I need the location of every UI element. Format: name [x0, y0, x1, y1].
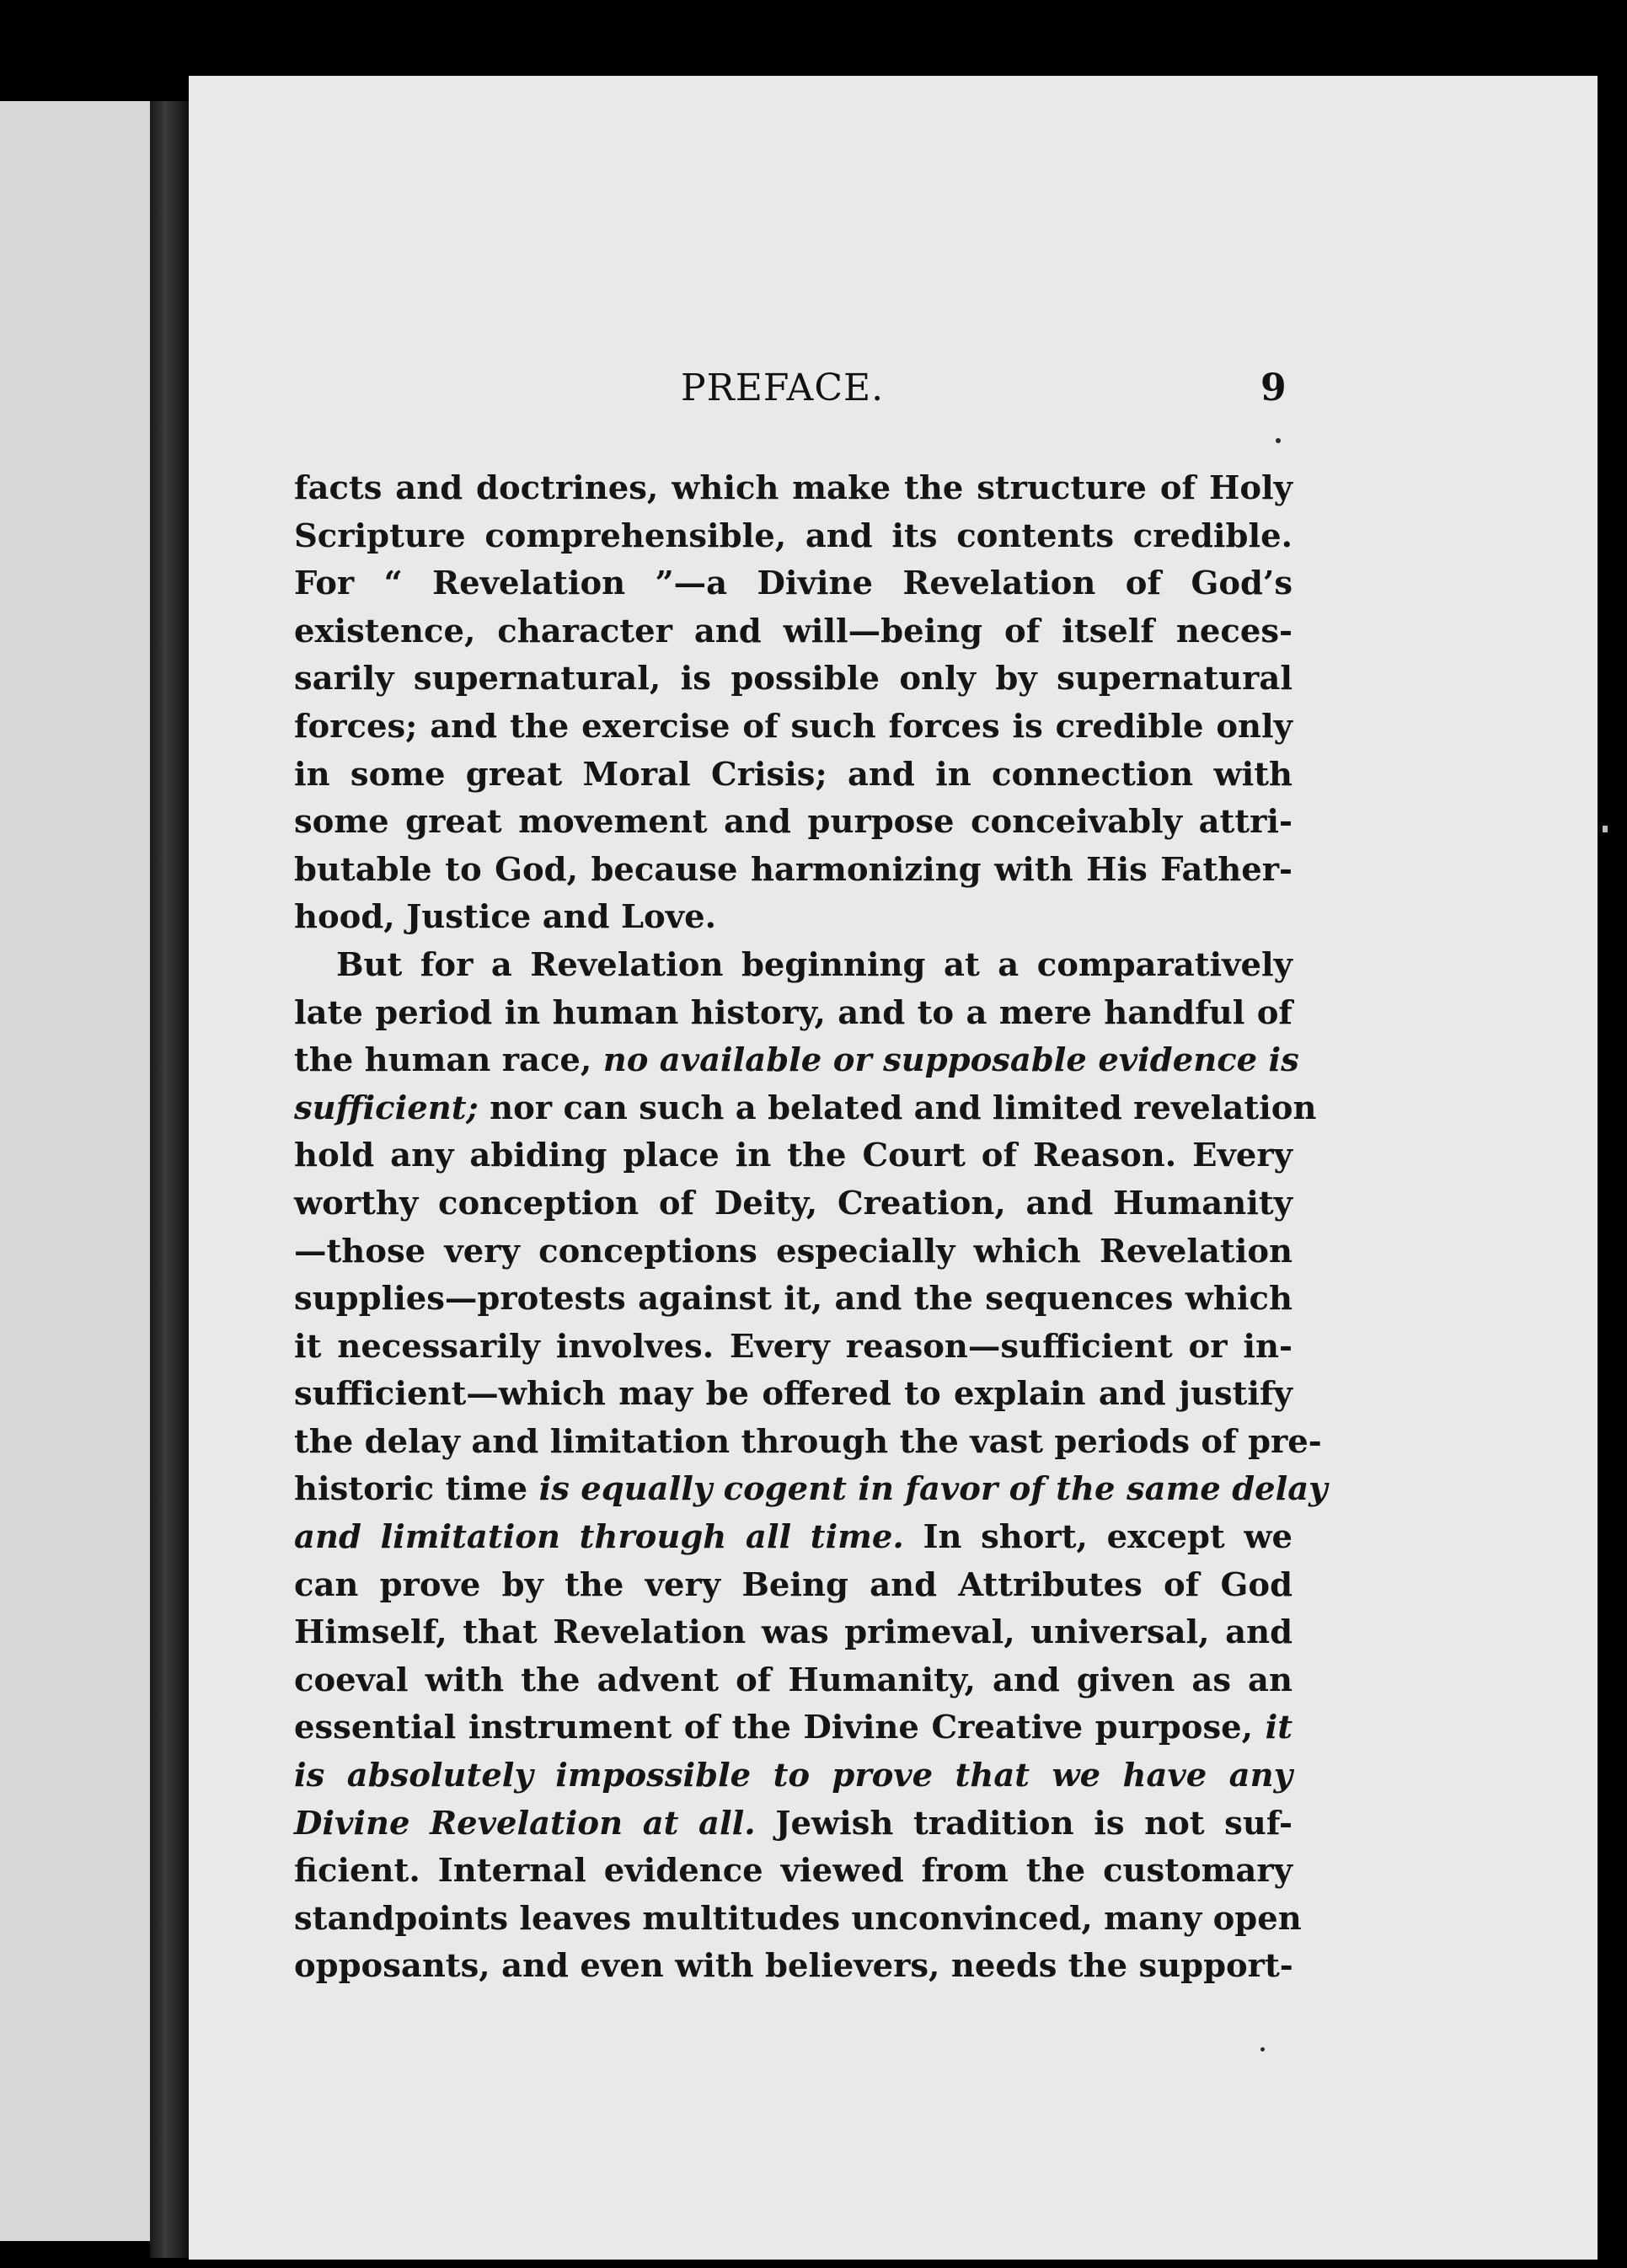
running-head: PREFACE. [681, 366, 885, 409]
text-line [294, 1228, 1293, 1276]
text-line [294, 847, 1293, 895]
text-line [294, 1132, 1293, 1180]
paragraph [294, 465, 1293, 942]
text-run: essential instrument of the Divine Creative purpose, [294, 1709, 1266, 1747]
text-run: But for a Revelation beginning at a comparatively [336, 945, 1293, 984]
text-run: supplies—protests against it, and the sequences which [294, 1280, 1293, 1319]
text-line [294, 1276, 1293, 1324]
text-run: butable to God, because harmonizing with His Father- [294, 850, 1293, 889]
text-line [294, 513, 1293, 561]
text-run: historic time [294, 1470, 539, 1509]
text-line [294, 1419, 1322, 1467]
text-line [294, 560, 1293, 608]
text-line [294, 752, 1293, 800]
text-run: coeval with the advent of Humanity, and given as an [294, 1661, 1293, 1699]
text-run: nor can such a belated and limited revelation [478, 1089, 1317, 1127]
text-line [294, 1085, 1317, 1133]
text-line [294, 465, 1293, 513]
text-line [294, 1466, 1328, 1514]
print-speck [1260, 2047, 1265, 2051]
text-run: hold any abiding place in the Court of Reason. Every [294, 1137, 1293, 1175]
text-line [294, 894, 1293, 942]
italic-text-run: it [1265, 1709, 1293, 1747]
text-line [294, 1324, 1293, 1372]
text-line [294, 990, 1293, 1038]
text-run: can prove by the very Being and Attributes of God [294, 1565, 1293, 1604]
text-run: existence, character and will—being of itself neces- [294, 612, 1293, 650]
text-run: opposants, and even with believers, needs the support- [294, 1947, 1293, 1986]
text-run: —those very conceptions especially which Revelation [294, 1232, 1293, 1270]
text-line [294, 1371, 1293, 1419]
text-line [294, 1180, 1293, 1228]
body-text [294, 465, 1328, 1991]
page-number: 9 [1260, 366, 1287, 409]
book-page [189, 76, 1598, 2260]
text-line [294, 1704, 1293, 1752]
edge-mark [1603, 826, 1608, 832]
text-line [294, 1752, 1293, 1800]
text-line [294, 1562, 1293, 1610]
text-line [294, 799, 1293, 847]
text-line [294, 1514, 1293, 1562]
text-line [294, 1037, 1299, 1085]
text-line [294, 608, 1293, 656]
text-line [294, 1609, 1293, 1657]
text-run: in some great Moral Crisis; and in connection with [294, 755, 1293, 794]
text-line [294, 942, 1293, 990]
italic-text-run: sufficient; [294, 1089, 479, 1127]
text-line [294, 1657, 1293, 1705]
paragraph [294, 942, 1328, 1991]
page-header [189, 366, 1598, 425]
text-run: standpoints leaves multitudes unconvinced, many open [294, 1899, 1302, 1938]
text-line [294, 1896, 1302, 1944]
text-run: forces; and the exercise of such forces is credible only [294, 707, 1293, 746]
text-run: some great movement and purpose conceivably attri- [294, 803, 1293, 842]
print-speck [1276, 438, 1281, 443]
text-line [294, 1848, 1293, 1896]
text-line [294, 1800, 1293, 1848]
italic-text-run: no available or supposable evidence is [602, 1041, 1299, 1080]
text-line [294, 703, 1293, 752]
text-run: ficient. Internal evidence viewed from the customary [294, 1852, 1293, 1891]
text-line [294, 1943, 1293, 1991]
text-run: sarily supernatural, is possible only by supernatural [294, 660, 1293, 698]
italic-text-run: is absolutely impossible to prove that we have any [294, 1757, 1293, 1795]
italic-text-run: and limitation through all time. [294, 1518, 904, 1557]
text-run: In short, except we [903, 1518, 1293, 1557]
text-run: Himself, that Revelation was primeval, universal, and [294, 1613, 1293, 1652]
text-run: it necessarily involves. Every reason—sufficient or in- [294, 1327, 1293, 1366]
text-run: worthy conception of Deity, Creation, and Humanity [294, 1184, 1293, 1222]
text-run: the delay and limitation through the vast periods of pre- [294, 1422, 1322, 1461]
italic-text-run: Divine Revelation at all. [294, 1804, 756, 1843]
text-run: the human race, [294, 1041, 603, 1080]
text-run: late period in human history, and to a mere handful of [294, 993, 1293, 1032]
facing-page-edge [0, 101, 150, 2241]
italic-text-run: is equally cogent in favor of the same delay [538, 1470, 1328, 1509]
text-run: Jewish tradition is not suf- [755, 1804, 1293, 1843]
text-run: Scripture comprehensible, and its contents credible. [294, 516, 1293, 555]
text-run: For “ Revelation ”—a Divine Revelation of God’s [294, 564, 1293, 603]
text-run: facts and doctrines, which make the structure of Holy [294, 469, 1293, 507]
text-run: sufficient—which may be offered to explain and justify [294, 1375, 1293, 1414]
text-line [294, 655, 1293, 703]
text-run: hood, Justice and Love. [294, 898, 716, 937]
book-spine [150, 101, 189, 2258]
